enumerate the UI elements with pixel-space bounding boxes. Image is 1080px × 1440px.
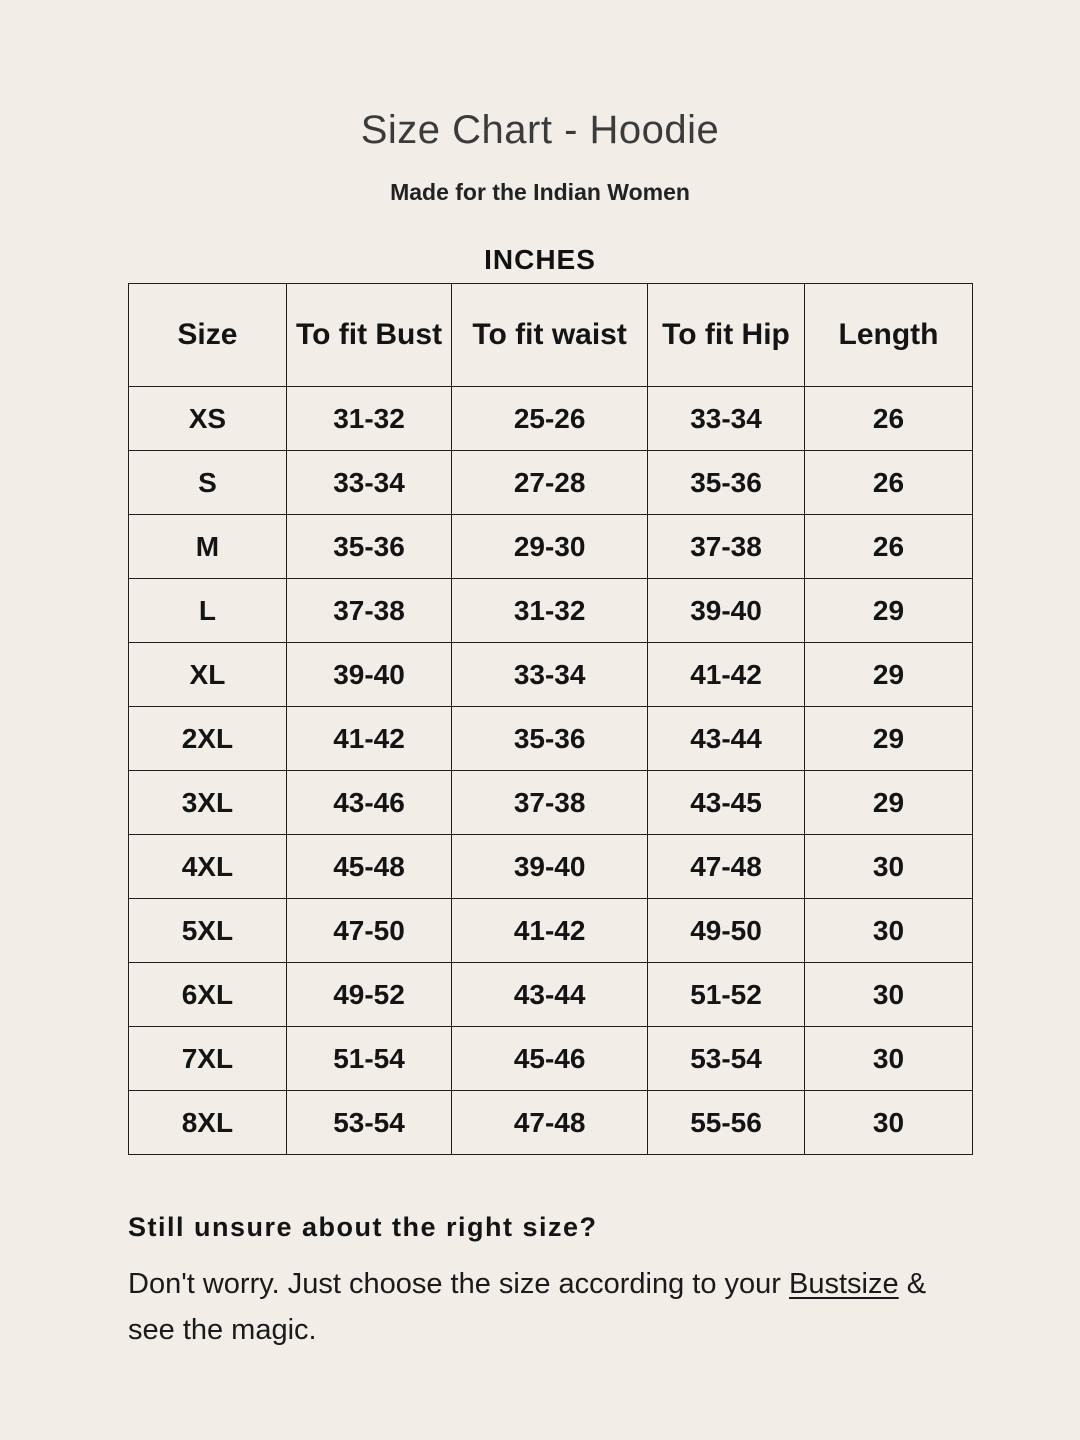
measurement-cell: 27-28 xyxy=(452,451,648,515)
measurement-cell: 35-36 xyxy=(286,515,451,579)
table-row xyxy=(129,643,973,707)
measurement-cell: 33-34 xyxy=(452,643,648,707)
bustsize-link[interactable]: Bustsize xyxy=(789,1268,899,1300)
table-row xyxy=(129,387,973,451)
footer-body-suffix: & see the magic. xyxy=(128,1268,927,1346)
measurement-cell: 25-26 xyxy=(452,387,648,451)
measurement-cell: 39-40 xyxy=(452,835,648,899)
measurement-cell: 49-52 xyxy=(286,963,451,1027)
measurement-cell: 43-46 xyxy=(286,771,451,835)
measurement-cell: 30 xyxy=(805,835,973,899)
size-table-body xyxy=(129,387,973,1155)
measurement-cell: 39-40 xyxy=(286,643,451,707)
measurement-cell: 51-52 xyxy=(648,963,805,1027)
column-header-waist: To fit waist xyxy=(452,284,648,387)
header-row xyxy=(129,284,973,387)
measurement-cell: 45-48 xyxy=(286,835,451,899)
measurement-cell: 43-44 xyxy=(452,963,648,1027)
size-cell: L xyxy=(129,579,287,643)
size-cell: 2XL xyxy=(129,707,287,771)
measurement-cell: 29-30 xyxy=(452,515,648,579)
measurement-cell: 39-40 xyxy=(648,579,805,643)
measurement-cell: 45-46 xyxy=(452,1027,648,1091)
size-cell: 7XL xyxy=(129,1027,287,1091)
size-cell: 3XL xyxy=(129,771,287,835)
measurement-cell: 29 xyxy=(805,771,973,835)
table-row xyxy=(129,1027,973,1091)
size-cell: XS xyxy=(129,387,287,451)
measurement-cell: 41-42 xyxy=(648,643,805,707)
measurement-cell: 31-32 xyxy=(452,579,648,643)
size-cell: S xyxy=(129,451,287,515)
measurement-cell: 26 xyxy=(805,451,973,515)
size-cell: 4XL xyxy=(129,835,287,899)
measurement-cell: 37-38 xyxy=(648,515,805,579)
measurement-cell: 31-32 xyxy=(286,387,451,451)
measurement-cell: 26 xyxy=(805,387,973,451)
size-cell: M xyxy=(129,515,287,579)
column-header-bust: To fit Bust xyxy=(286,284,451,387)
size-table xyxy=(128,283,973,1155)
measurement-cell: 30 xyxy=(805,1091,973,1155)
page-title: Size Chart - Hoodie xyxy=(360,108,720,152)
measurement-cell: 41-42 xyxy=(286,707,451,771)
footer-body-prefix: Don't worry. Just choose the size according to your xyxy=(128,1268,790,1300)
table-row xyxy=(129,835,973,899)
table-row xyxy=(129,707,973,771)
table-row xyxy=(129,579,973,643)
measurement-cell: 53-54 xyxy=(286,1091,451,1155)
measurement-cell: 29 xyxy=(805,643,973,707)
column-header-length: Length xyxy=(805,284,973,387)
table-row xyxy=(129,451,973,515)
measurement-cell: 35-36 xyxy=(452,707,648,771)
table-row xyxy=(129,515,973,579)
size-table-header xyxy=(129,284,973,387)
measurement-cell: 33-34 xyxy=(648,387,805,451)
measurement-cell: 41-42 xyxy=(452,899,648,963)
table-row xyxy=(129,771,973,835)
measurement-cell: 30 xyxy=(805,899,973,963)
measurement-cell: 30 xyxy=(805,963,973,1027)
measurement-cell: 35-36 xyxy=(648,451,805,515)
measurement-cell: 47-48 xyxy=(452,1091,648,1155)
measurement-cell: 37-38 xyxy=(286,579,451,643)
measurement-cell: 53-54 xyxy=(648,1027,805,1091)
size-cell: 8XL xyxy=(129,1091,287,1155)
measurement-cell: 51-54 xyxy=(286,1027,451,1091)
measurement-cell: 43-45 xyxy=(648,771,805,835)
footer-note xyxy=(128,1212,968,1353)
measurement-cell: 33-34 xyxy=(286,451,451,515)
table-row xyxy=(129,1091,973,1155)
measurement-cell: 29 xyxy=(805,707,973,771)
measurement-cell: 30 xyxy=(805,1027,973,1091)
column-header-hip: To fit Hip xyxy=(648,284,805,387)
measurement-cell: 29 xyxy=(805,579,973,643)
footer-body xyxy=(128,1261,948,1353)
column-header-size: Size xyxy=(129,284,287,387)
measurement-cell: 47-50 xyxy=(286,899,451,963)
measurement-cell: 43-44 xyxy=(648,707,805,771)
size-cell: 5XL xyxy=(129,899,287,963)
table-row xyxy=(129,963,973,1027)
measurement-cell: 37-38 xyxy=(452,771,648,835)
footer-heading: Still unsure about the right size? xyxy=(128,1212,598,1242)
size-cell: XL xyxy=(129,643,287,707)
measurement-cell: 26 xyxy=(805,515,973,579)
table-row xyxy=(129,899,973,963)
measurement-cell: 47-48 xyxy=(648,835,805,899)
unit-label: INCHES xyxy=(484,244,596,275)
measurement-cell: 55-56 xyxy=(648,1091,805,1155)
measurement-cell: 49-50 xyxy=(648,899,805,963)
page-subtitle: Made for the Indian Women xyxy=(390,179,690,205)
size-cell: 6XL xyxy=(129,963,287,1027)
